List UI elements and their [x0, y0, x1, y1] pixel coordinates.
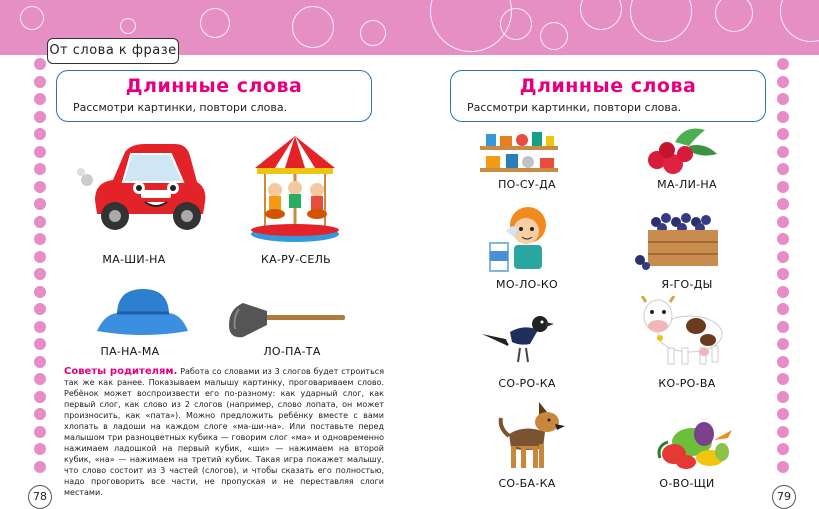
bubble-decoration [780, 0, 819, 42]
word-soroka: СО-РО-КА [498, 377, 556, 390]
word-korova: КО-РО-ВА [658, 377, 716, 390]
border-dot [34, 251, 46, 263]
border-dot [34, 268, 46, 280]
bubble-decoration [540, 22, 568, 50]
border-dot [34, 128, 46, 140]
border-dot [777, 391, 789, 403]
border-dot [34, 356, 46, 368]
right-instruction: Рассмотри картинки, повтори слова. [467, 101, 682, 114]
border-dot [777, 356, 789, 368]
word-karusel: КА-РУ-СЕЛЬ [260, 253, 332, 266]
border-dot [34, 93, 46, 105]
left-instruction: Рассмотри картинки, повтори слова. [73, 101, 288, 114]
word-sobaka: СО-БА-КА [498, 477, 556, 490]
bubble-decoration [292, 6, 334, 48]
border-dot [777, 181, 789, 193]
border-dot [34, 426, 46, 438]
border-dot [777, 128, 789, 140]
left-title-box [56, 70, 372, 122]
border-dot [777, 426, 789, 438]
dog-illustration [495, 398, 565, 473]
border-dot [34, 321, 46, 333]
word-malina: МА-ЛИ-НА [657, 178, 717, 191]
tips-text: Работа со словами из 3 слогов будет строиться так же как ранее. Показываем малышу картинку, проговариваем слово. Ребёнок может воспроизвести его по-разному: как ударный слог, как первый слог, как слово из 2 слогов (например, слово лопата, он может произносить, как «пата»). Можно предложить ребёнку вместе с вами хлопать в ладоши на каждом слоге «ма-ши-на». Или поставьте перед малышом три разноцветных кубика — говорим слог «ма» и одновременно нажимаем ладошкой на первый кубик, «ши» — нажимаем на второй кубик, «на» — нажимаем на третий кубик. Такая игра покажет малышу, что слово состоит из 3 частей (слогов), и чтобы сказать его полностью, надо проговорить все части, не пропуская и не переставляя слоги местами. [64, 367, 385, 497]
border-dot [777, 216, 789, 228]
dishes-illustration [478, 128, 560, 174]
section-label: От слова к фразе [47, 38, 179, 64]
border-dot [34, 233, 46, 245]
berries-crate-illustration [632, 208, 722, 270]
page-number-left: 78 [28, 485, 52, 509]
border-dot [34, 181, 46, 193]
border-dot [777, 373, 789, 385]
word-lopata: ЛО-ПА-ТА [263, 345, 321, 358]
bubble-decoration [20, 6, 44, 30]
border-dot [34, 76, 46, 88]
border-dot [777, 93, 789, 105]
border-dot [34, 408, 46, 420]
tips-heading: Советы родителям. [64, 366, 178, 377]
car-illustration [75, 140, 210, 240]
border-dot [777, 251, 789, 263]
bubble-decoration [630, 0, 692, 42]
border-dot [34, 146, 46, 158]
border-dot [777, 163, 789, 175]
bubble-decoration [580, 0, 622, 30]
bubble-decoration [500, 8, 532, 40]
word-moloko: МО-ЛО-КО [496, 278, 558, 291]
border-dot [777, 76, 789, 88]
border-dot [777, 268, 789, 280]
border-dot [777, 461, 789, 473]
bubble-decoration [360, 20, 386, 46]
border-dot [34, 111, 46, 123]
border-dot [777, 233, 789, 245]
magpie-illustration [480, 310, 555, 365]
panama-hat-illustration [95, 285, 190, 340]
border-dot [34, 163, 46, 175]
border-dot [777, 408, 789, 420]
border-dot [34, 391, 46, 403]
word-posuda: ПО-СУ-ДА [498, 178, 556, 191]
border-dot [34, 303, 46, 315]
word-mashina: МА-ШИ-НА [102, 253, 166, 266]
border-dot [34, 286, 46, 298]
right-page-title: Длинные слова [519, 75, 697, 97]
border-dot [34, 216, 46, 228]
bubble-decoration [120, 18, 136, 34]
right-title-box [450, 70, 766, 122]
border-dot [777, 286, 789, 298]
bubble-decoration [715, 0, 753, 32]
border-dot [777, 146, 789, 158]
border-dot [777, 303, 789, 315]
border-dot [777, 111, 789, 123]
border-dot [777, 58, 789, 70]
border-dot [777, 321, 789, 333]
word-yagody: Я-ГО-ДЫ [661, 278, 713, 291]
vegetables-illustration [652, 420, 737, 472]
page-number-right: 79 [772, 485, 796, 509]
word-panama: ПА-НА-МА [100, 345, 160, 358]
border-dot [34, 373, 46, 385]
border-dot [34, 198, 46, 210]
border-dot [34, 443, 46, 455]
border-dot [34, 58, 46, 70]
shovel-illustration [227, 297, 347, 342]
cow-illustration [638, 296, 728, 368]
word-ovoshchi: О-ВО-ЩИ [659, 477, 715, 490]
raspberry-illustration [645, 124, 720, 176]
border-dot [777, 198, 789, 210]
carousel-illustration [245, 130, 345, 248]
parent-tips [64, 366, 384, 498]
border-dot [34, 338, 46, 350]
border-dot [34, 461, 46, 473]
left-page-title: Длинные слова [125, 75, 303, 97]
border-dot [777, 338, 789, 350]
bubble-decoration [200, 8, 230, 38]
milk-boy-illustration [486, 203, 556, 275]
border-dot [777, 443, 789, 455]
